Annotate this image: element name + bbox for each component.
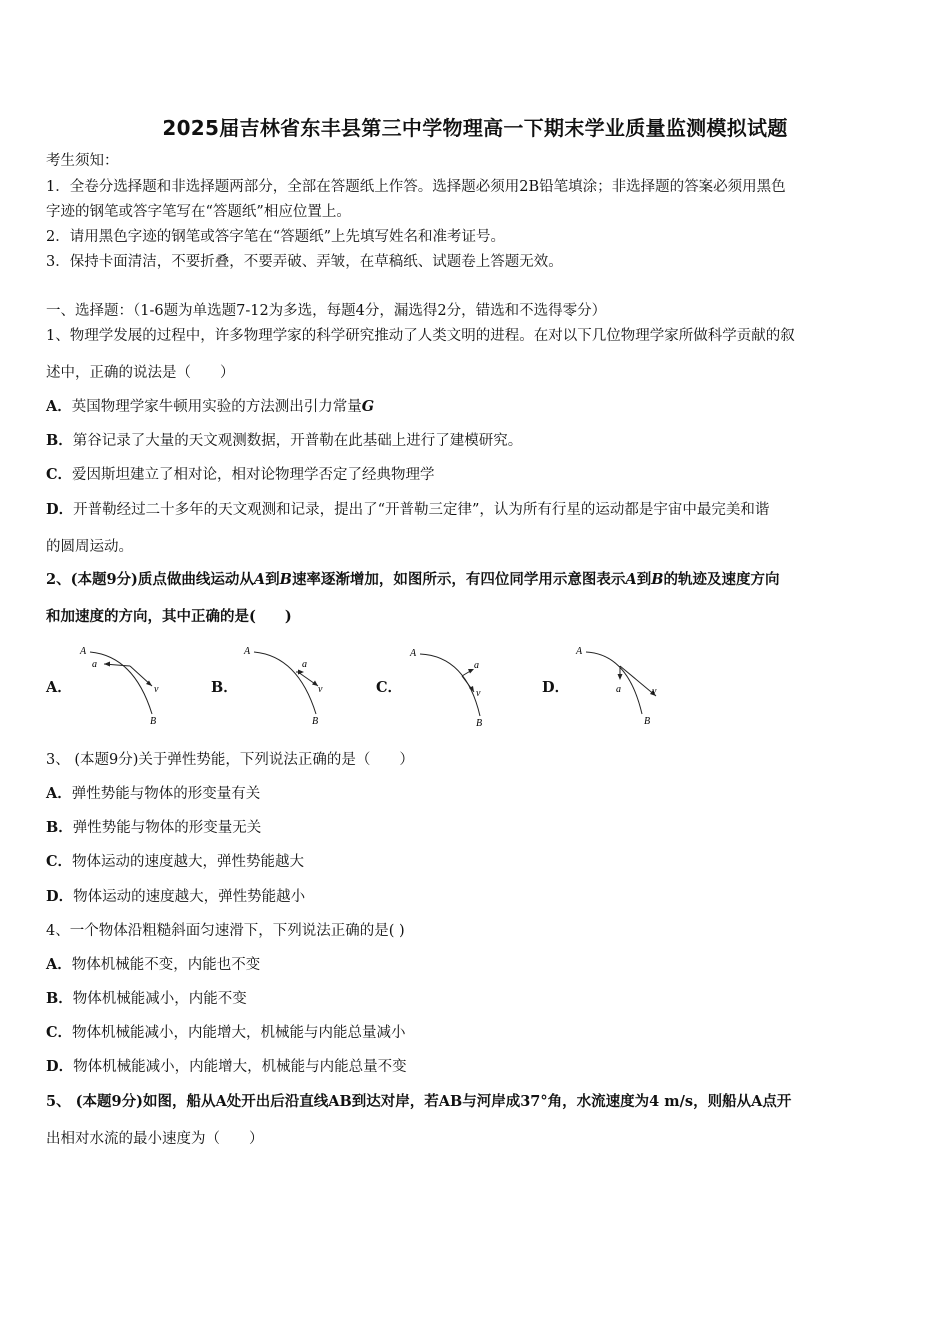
q2-figure-d-diagram bbox=[572, 642, 672, 727]
q2-figure-d-label: D． bbox=[542, 679, 570, 696]
q4-option-a bbox=[46, 954, 906, 976]
q2-figure-d-point-a: A bbox=[576, 646, 583, 657]
q4-option-a-label: A． bbox=[46, 956, 72, 973]
q1-option-a-symbol: G bbox=[361, 398, 375, 415]
q4-option-c bbox=[46, 1022, 906, 1044]
q1-option-c-label: C． bbox=[46, 466, 73, 483]
q2-stem-line2: 和加速度的方向，其中正确的是( ) bbox=[46, 608, 292, 625]
q1-option-d-text: 开普勒经过二十多年的天文观测和记录，提出了“开普勒三定律”，认为所有行星的运动都是宇宙中最完美和谐 bbox=[73, 502, 770, 518]
q1-option-d-cont: 的圆周运动。 bbox=[46, 539, 133, 555]
q4-option-d bbox=[46, 1056, 906, 1078]
q4-option-b-label: B． bbox=[46, 990, 73, 1007]
q1-option-c bbox=[46, 464, 906, 486]
q2-stem-part4: 到 bbox=[636, 571, 652, 588]
q2-figure-c-diagram bbox=[406, 642, 506, 729]
q1-option-b bbox=[46, 430, 906, 452]
q4-option-d-text: 物体机械能减小，内能增大，机械能与内能总量不变 bbox=[73, 1059, 407, 1075]
q3-option-c-text: 物体运动的速度越大，弹性势能越大 bbox=[72, 854, 305, 870]
exam-title: 2025届吉林省东丰县第三中学物理高一下期末学业质量监测模拟试题 bbox=[162, 116, 788, 140]
q4-option-b bbox=[46, 988, 906, 1010]
q3-option-a-text: 弹性势能与物体的形变量有关 bbox=[71, 786, 261, 802]
notice-item-1-cont: 字迹的钢笔或答字笔写在“答题纸”相应位置上。 bbox=[46, 204, 351, 220]
q3-option-a-label: A． bbox=[46, 785, 72, 802]
q2-point-a-2: A bbox=[625, 571, 637, 588]
q1-option-b-text: 第谷记录了大量的天文观测数据，开普勒在此基础上进行了建模研究。 bbox=[72, 433, 523, 449]
q2-figure-a-velocity: v bbox=[154, 684, 159, 695]
notice-item-3: 3．保持卡面清洁，不要折叠，不要弄破、弄皱，在草稿纸、试题卷上答题无效。 bbox=[46, 254, 563, 270]
q3-option-b-text: 弹性势能与物体的形变量无关 bbox=[72, 820, 262, 836]
q4-option-b-text: 物体机械能减小，内能不变 bbox=[72, 991, 247, 1007]
q1-option-a-text: 英国物理学家牛顿用实验的方法测出引力常量 bbox=[71, 399, 362, 415]
q3-option-d bbox=[46, 886, 906, 908]
q2-stem-part5: 的轨迹及速度方向 bbox=[663, 571, 780, 588]
q3-option-d-label: D． bbox=[46, 888, 74, 905]
q4-option-c-label: C． bbox=[46, 1024, 73, 1041]
section-heading: 一、选择题：（1-6题为单选题7-12为多选，每题4分，漏选得2分，错选和不选得零分） bbox=[46, 303, 607, 319]
q3-option-b bbox=[46, 817, 906, 839]
q2-figure-b-diagram bbox=[240, 642, 340, 727]
q2-figure-d bbox=[572, 642, 672, 727]
q2-figure-b-accel: a bbox=[302, 659, 307, 670]
q2-figure-d-velocity: v bbox=[652, 686, 657, 697]
notice-item-2: 2．请用黑色字迹的钢笔或答字笔在“答题纸”上先填写姓名和准考证号。 bbox=[46, 229, 506, 245]
notice-heading: 考生须知： bbox=[46, 153, 119, 169]
q2-figure-c-velocity: v bbox=[476, 688, 481, 699]
q4-option-c-text: 物体机械能减小，内能增大，机械能与内能总量减小 bbox=[72, 1025, 406, 1041]
q2-figure-a-diagram bbox=[76, 642, 176, 727]
q3-option-c bbox=[46, 851, 906, 873]
q2-point-b-2: B bbox=[651, 571, 664, 588]
q2-stem-line1 bbox=[46, 569, 906, 591]
q4-stem: 4、一个物体沿粗糙斜面匀速滑下，下列说法正确的是( ) bbox=[46, 923, 405, 939]
q2-figure-b-label: B． bbox=[211, 679, 238, 696]
q2-point-a: A bbox=[253, 571, 266, 588]
q3-option-c-label: C． bbox=[46, 853, 73, 870]
q2-figure-c-point-a: A bbox=[410, 648, 417, 659]
q2-point-b: B bbox=[279, 571, 292, 588]
q2-figure-a bbox=[76, 642, 176, 727]
q2-figure-c-accel: a bbox=[474, 660, 479, 671]
q5-stem-line1: 5、 (本题9分)如图，船从A处开出后沿直线AB到达对岸，若AB与河岸成37°角，水流速度为4 m/s，则船从A点开 bbox=[46, 1093, 792, 1110]
q3-option-d-text: 物体运动的速度越大，弹性势能越小 bbox=[73, 889, 306, 905]
q2-figure-c-point-b: B bbox=[476, 718, 483, 729]
q2-figure-b-point-a: A bbox=[244, 646, 251, 657]
q1-option-a-label: A． bbox=[46, 398, 72, 415]
q2-figure-a-accel: a bbox=[92, 659, 97, 670]
q3-option-a bbox=[46, 783, 906, 805]
q2-stem-part2: 到 bbox=[265, 571, 280, 588]
q3-stem: 3、 (本题9分)关于弹性势能，下列说法正确的是（ ） bbox=[46, 752, 414, 768]
q2-figure-b-velocity: v bbox=[318, 684, 323, 695]
q4-option-a-text: 物体机械能不变，内能也不变 bbox=[71, 957, 261, 973]
q1-option-d bbox=[46, 499, 906, 521]
notice-item-1: 1．全卷分选择题和非选择题两部分，全部在答题纸上作答。选择题必须用2B铅笔填涂；非选择题的答案必须用黑色 bbox=[46, 179, 786, 195]
q3-option-b-label: B． bbox=[46, 819, 73, 836]
q2-figure-b-point-b: B bbox=[312, 716, 319, 727]
q2-figure-d-accel: a bbox=[616, 684, 621, 695]
q1-option-a bbox=[46, 396, 906, 418]
q2-stem-part3: 速率逐渐增加，如图所示，有四位同学用示意图表示 bbox=[291, 571, 626, 588]
q1-option-b-label: B． bbox=[46, 432, 73, 449]
q2-figure-a-label: A． bbox=[46, 679, 72, 696]
q1-option-c-text: 爱因斯坦建立了相对论，相对论物理学否定了经典物理学 bbox=[72, 467, 435, 483]
q1-stem-line1: 1、物理学发展的过程中，许多物理学家的科学研究推动了人类文明的进程。在对以下几位物理学家所做科学贡献的叙 bbox=[46, 328, 795, 344]
q2-figure-a-point-b: B bbox=[150, 716, 157, 727]
q1-option-d-label: D． bbox=[46, 501, 74, 518]
q5-stem-line2: 出相对水流的最小速度为（ ） bbox=[46, 1131, 264, 1147]
q4-option-d-label: D． bbox=[46, 1058, 74, 1075]
q2-figure-a-point-a: A bbox=[80, 646, 87, 657]
q2-figure-d-point-b: B bbox=[644, 716, 651, 727]
q2-figure-b bbox=[240, 642, 340, 727]
q1-stem-line2: 述中，正确的说法是（ ） bbox=[46, 365, 235, 381]
q2-stem-part1: 2、(本题9分)质点做曲线运动从 bbox=[46, 571, 254, 588]
q2-figure-c-label: C． bbox=[376, 679, 403, 696]
q2-figure-c bbox=[406, 642, 506, 729]
